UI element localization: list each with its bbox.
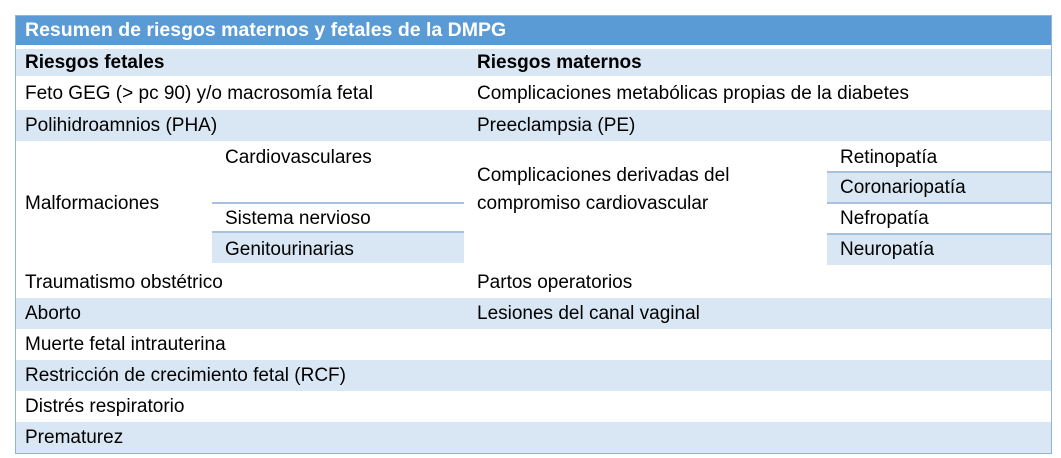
complex-row [16, 142, 1051, 265]
malformation-nervous-system: Sistema nervioso [225, 207, 371, 229]
header-fetal-risks: Riesgos fetales [25, 52, 165, 73]
maternal-risk-cell: Lesiones del canal vaginal [477, 303, 700, 324]
fetal-risk-cell: Aborto [25, 303, 81, 324]
maternal-risk-cell [468, 329, 477, 360]
fetal-risk-cell: Traumatismo obstétrico [25, 272, 223, 293]
table-row [16, 422, 1051, 453]
table-title: Resumen de riesgos maternos y fetales de la DMPG [25, 18, 507, 41]
maternal-risk-cell: Partos operatorios [477, 272, 633, 293]
complication-retinopathy: Retinopatía [840, 146, 938, 168]
fetal-risk-cell: Polihidroamnios (PHA) [25, 115, 218, 136]
risk-summary-table [16, 16, 1051, 453]
cardiovascular-label-line1: Complicaciones derivadas del [477, 164, 730, 186]
table-row [16, 78, 1051, 109]
fetal-risk-cell: Prematurez [25, 427, 124, 448]
malformaciones-label: Malformaciones [25, 192, 160, 214]
complication-coronary: Coronariopatía [840, 177, 966, 198]
table-row [16, 391, 1051, 422]
cardiovascular-label-line2: compromiso cardiovascular [477, 192, 709, 214]
table-row [16, 298, 1051, 329]
maternal-risk-cell: Complicaciones metabólicas propias de la diabetes [477, 83, 909, 104]
table-row [16, 329, 1051, 360]
complication-neuropathy: Neuropatía [840, 239, 935, 260]
maternal-risk-cell [468, 391, 477, 422]
maternal-risk-cell: Preeclampsia (PE) [477, 115, 636, 136]
maternal-risk-cell [468, 360, 477, 391]
table-row [16, 360, 1051, 391]
table-title-row [16, 16, 1051, 45]
header-row [16, 49, 1051, 76]
table-row [16, 110, 1051, 141]
header-maternal-risks: Riesgos maternos [477, 52, 642, 73]
malformation-cardiovascular: Cardiovasculares [225, 146, 372, 168]
maternal-risk-cell [468, 422, 477, 453]
malformation-genitourinary: Genitourinarias [225, 238, 354, 260]
table-row [16, 267, 1051, 298]
fetal-risk-cell: Feto GEG (> pc 90) y/o macrosomía fetal [25, 83, 373, 104]
fetal-risk-cell: Distrés respiratorio [25, 396, 185, 417]
complication-nephropathy: Nefropatía [840, 208, 929, 229]
fetal-risk-cell: Restricción de crecimiento fetal (RCF) [25, 365, 346, 386]
fetal-risk-cell: Muerte fetal intrauterina [25, 334, 226, 355]
